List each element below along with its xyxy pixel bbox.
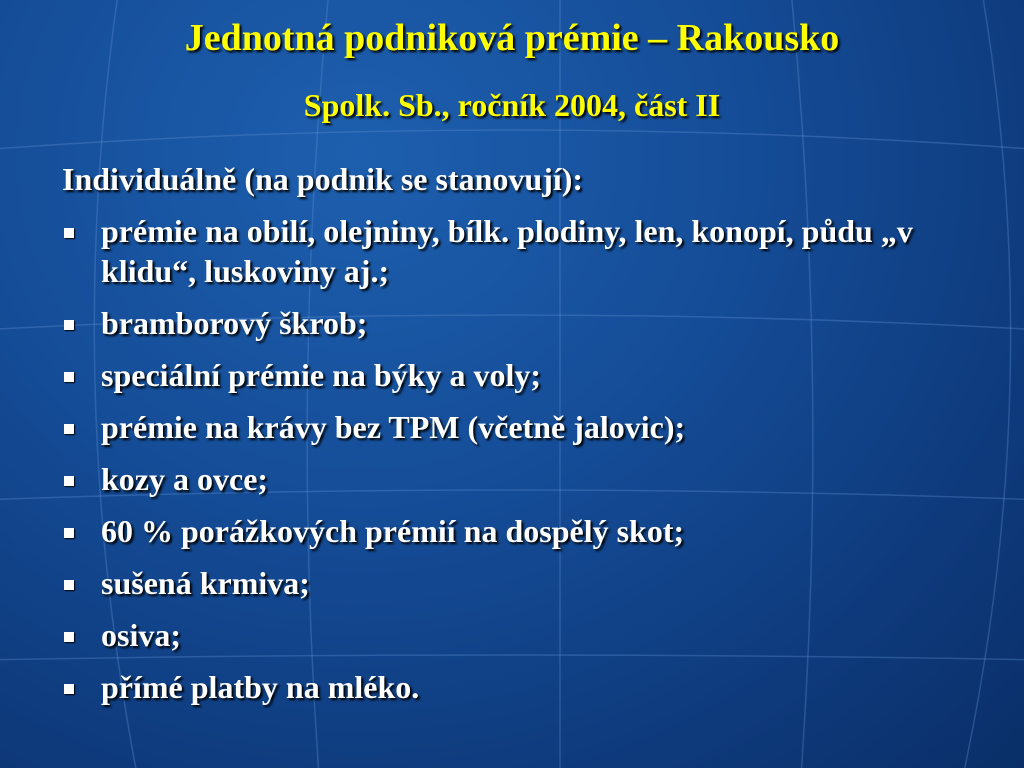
bullet-text: přímé platby na mléko.: [101, 669, 420, 705]
lead-text: Individuálně (na podnik se stanovují):: [62, 161, 584, 197]
bullet-item: [62, 459, 982, 499]
bullet-list: [62, 211, 982, 719]
bullet-item: [62, 355, 982, 395]
square-bullet-icon: [64, 528, 74, 538]
square-bullet-icon: [64, 580, 74, 590]
bullet-text: speciální prémie na býky a voly;: [101, 357, 542, 393]
square-bullet-icon: [64, 320, 74, 330]
bullet-text: 60 % porážkových prémií na dospělý skot;: [101, 513, 685, 549]
square-bullet-icon: [64, 372, 74, 382]
square-bullet-icon: [64, 476, 74, 486]
bullet-text: sušená krmiva;: [101, 565, 310, 601]
bullet-text: osiva;: [101, 617, 181, 653]
bullet-item: [62, 211, 982, 291]
square-bullet-icon: [64, 632, 74, 642]
bullet-text: kozy a ovce;: [101, 461, 269, 497]
bullet-text: prémie na obilí, olejniny, bílk. plodiny, len, konopí, půdu „v klidu“, luskoviny aj.;: [101, 213, 913, 289]
slide-title: Jednotná podniková prémie – Rakousko: [184, 17, 840, 59]
square-bullet-icon: [64, 424, 74, 434]
bullet-text: bramborový škrob;: [101, 305, 368, 341]
bullet-item: [62, 615, 982, 655]
bullet-item: [62, 303, 982, 343]
bullet-text: prémie na krávy bez TPM (včetně jalovic);: [101, 409, 686, 445]
slide-subtitle: Spolk. Sb., ročník 2004, část II: [303, 87, 721, 123]
bullet-item: [62, 407, 982, 447]
bullet-item: [62, 667, 982, 707]
bullet-item: [62, 563, 982, 603]
bullet-item: [62, 511, 982, 551]
square-bullet-icon: [64, 684, 74, 694]
square-bullet-icon: [64, 228, 74, 238]
